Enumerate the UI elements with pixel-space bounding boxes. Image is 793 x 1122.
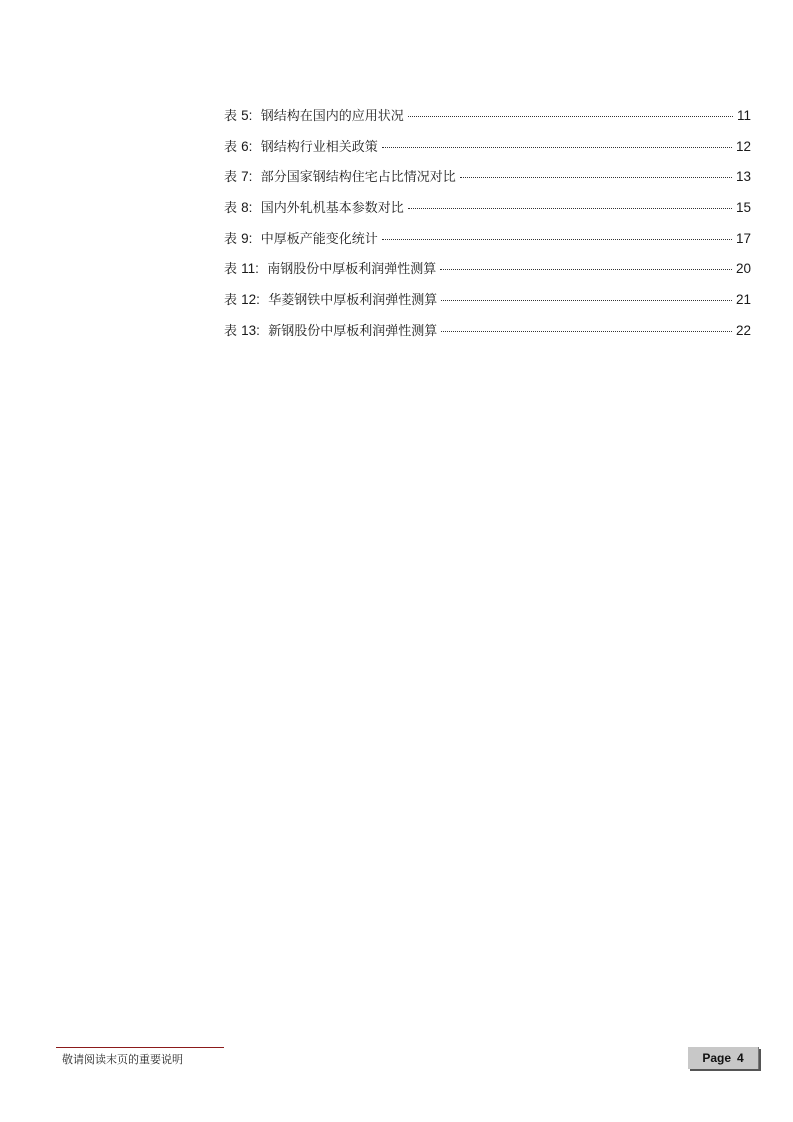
toc-entry-label: 表 11: 南钢股份中厚板利润弹性测算 — [224, 261, 437, 278]
toc-entry-page: 20 — [735, 261, 751, 277]
toc-entry-page: 21 — [735, 292, 751, 308]
toc-entry[interactable] — [224, 106, 751, 137]
toc-entry[interactable] — [224, 198, 751, 229]
toc-entry-label: 表 9: 中厚板产能变化统计 — [224, 230, 378, 247]
toc-entry-label: 表 12: 华菱钢铁中厚板利润弹性测算 — [224, 292, 438, 309]
toc-entry-label: 表 13: 新钢股份中厚板利润弹性测算 — [224, 322, 438, 339]
disclaimer-note: 敬请阅读末页的重要说明 — [62, 1053, 183, 1066]
toc-entry-label: 表 5: 钢结构在国内的应用状况 — [224, 108, 404, 124]
toc-entry[interactable] — [224, 137, 751, 168]
toc-entry[interactable] — [224, 290, 751, 321]
toc-entry-label: 表 7: 部分国家钢结构住宅占比情况对比 — [224, 169, 456, 186]
toc-entry-page: 17 — [735, 230, 751, 246]
toc-entry-page: 22 — [735, 322, 751, 338]
dot-leader — [441, 331, 732, 332]
dot-leader — [382, 147, 732, 148]
toc-entry[interactable] — [224, 321, 751, 352]
dot-leader — [408, 208, 732, 209]
dot-leader — [460, 177, 732, 178]
toc-entry-label: 表 6: 钢结构行业相关政策 — [224, 138, 378, 155]
table-of-tables — [224, 106, 751, 352]
toc-entry[interactable] — [224, 229, 751, 260]
toc-entry-page: 15 — [735, 200, 751, 216]
page-number: 4 — [737, 1051, 744, 1065]
toc-entry-label: 表 8: 国内外轧机基本参数对比 — [224, 200, 404, 217]
toc-entry[interactable] — [224, 259, 751, 290]
footer-divider — [56, 1047, 224, 1048]
page-number-badge — [688, 1047, 759, 1069]
toc-entry[interactable] — [224, 167, 751, 198]
page-label: Page — [702, 1051, 731, 1065]
dot-leader — [382, 239, 732, 240]
dot-leader — [408, 116, 733, 117]
dot-leader — [441, 300, 732, 301]
toc-entry-page: 13 — [735, 169, 751, 185]
toc-entry-page: 11 — [736, 108, 751, 123]
dot-leader — [440, 269, 732, 270]
toc-entry-page: 12 — [735, 138, 751, 154]
